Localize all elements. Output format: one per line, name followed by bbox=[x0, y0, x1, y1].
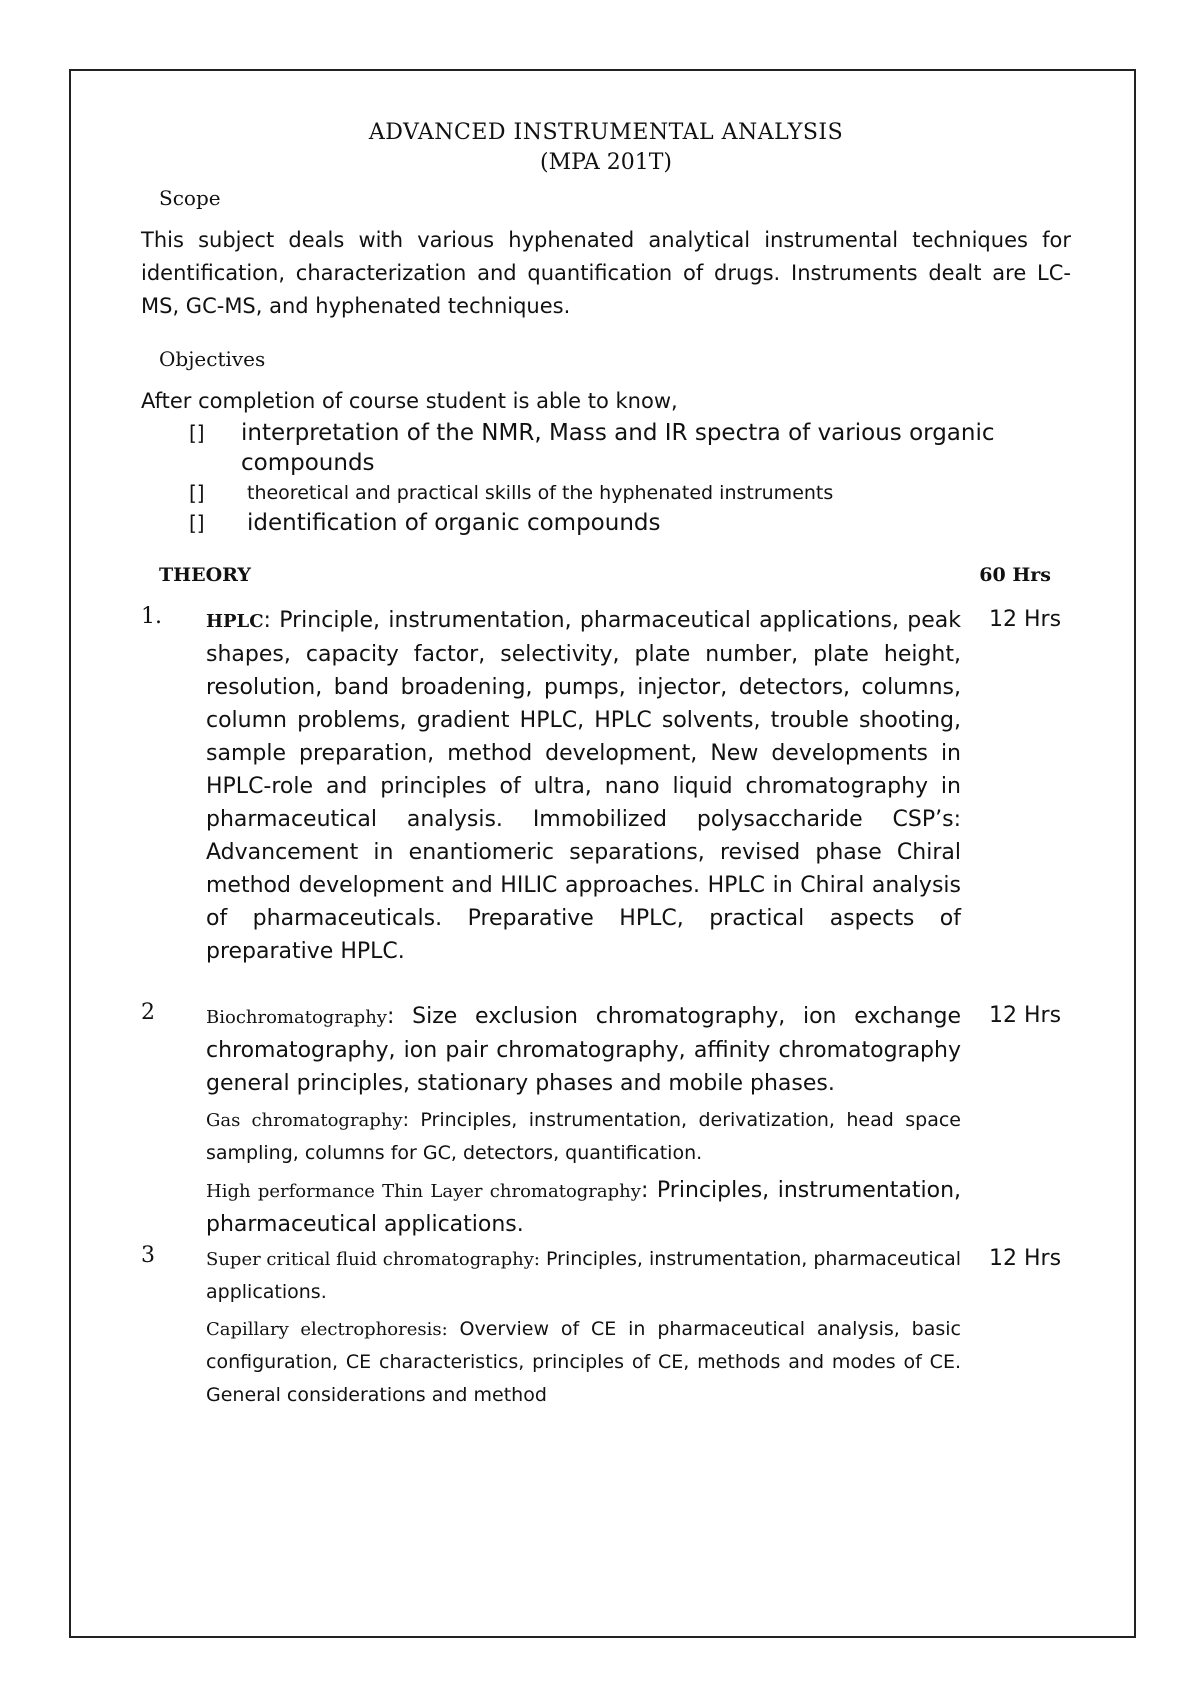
unit-1 bbox=[141, 604, 1071, 968]
topic-text: : Principles, instrumentation, pharmaceutical applications. bbox=[206, 1178, 962, 1237]
topic-text: Overview of CE in pharmaceutical analysis, basic configuration, CE characteristics, principles of CE, methods and modes of CE. General considerations and method bbox=[206, 1318, 961, 1406]
unit-paragraph bbox=[206, 1313, 961, 1412]
course-code: (MPA 201T) bbox=[539, 150, 673, 175]
theory-heading: THEORY bbox=[159, 564, 251, 586]
unit-paragraph bbox=[206, 1000, 961, 1100]
document-body bbox=[141, 118, 1071, 1412]
objective-text: theoretical and practical skills of the hyphenated instruments bbox=[247, 482, 834, 504]
unit-paragraph bbox=[206, 1174, 961, 1241]
list-item bbox=[189, 508, 1071, 538]
document-title: ADVANCED INSTRUMENTAL ANALYSIS bbox=[368, 120, 844, 145]
topic-text: : Principle, instrumentation, pharmaceutical applications, peak shapes, capacity factor, selectivity, plate number, plate height, resolution, band broadening, pumps, injector, detectors, columns, column problems, gradient HPLC, HPLC solvents, trouble shooting, sample preparation, method development, New developments in HPLC-role and principles of ultra, nano liquid chromatography in pharmaceutical analysis. Immobilized polysaccharide CSP’s: Advancement in enantiomeric separations, revised phase Chiral method development and HILIC approaches. HPLC in Chiral analysis of pharmaceuticals. Preparative HPLC, practical aspects of preparative HPLC. bbox=[206, 608, 961, 964]
unit-paragraph bbox=[206, 1243, 961, 1309]
objective-text: interpretation of the NMR, Mass and IR spectra of various organic compounds bbox=[241, 420, 995, 476]
topic-text: : Principles, instrumentation, derivatization, head space sampling, columns for GC, detectors, quantification. bbox=[206, 1109, 961, 1164]
unit-2 bbox=[141, 1000, 1071, 1241]
unit-content bbox=[206, 604, 961, 968]
topic-title: HPLC bbox=[206, 611, 264, 632]
theory-total-hours: 60 Hrs bbox=[979, 564, 1051, 586]
unit-hours: 12 Hrs bbox=[989, 1003, 1062, 1028]
bullet-icon: [] bbox=[189, 421, 205, 445]
list-item bbox=[189, 418, 1071, 478]
topic-title: Gas chromatography bbox=[206, 1110, 403, 1131]
bullet-icon: [] bbox=[189, 481, 205, 505]
scope-heading: Scope bbox=[159, 186, 221, 210]
topic-text: Principles, instrumentation, pharmaceutical applications. bbox=[206, 1248, 961, 1303]
topic-title: Biochromatography bbox=[206, 1007, 387, 1028]
unit-number: 3 bbox=[141, 1243, 155, 1268]
unit-number: 2 bbox=[141, 1000, 155, 1025]
unit-3 bbox=[141, 1243, 1071, 1412]
topic-text: : Size exclusion chromatography, ion exchange chromatography, ion pair chromatography, affinity chromatography general principles, stationary phases and mobile phases. bbox=[206, 1004, 961, 1096]
objective-text: identification of organic compounds bbox=[247, 510, 661, 536]
topic-title: High performance Thin Layer chromatography bbox=[206, 1181, 641, 1202]
topic-title: Capillary electrophoresis: bbox=[206, 1319, 448, 1340]
unit-paragraph bbox=[206, 604, 961, 968]
unit-hours: 12 Hrs bbox=[989, 1246, 1062, 1271]
unit-hours: 12 Hrs bbox=[989, 607, 1062, 632]
unit-content bbox=[206, 1000, 961, 1241]
topic-title: Super critical fluid chromatography: bbox=[206, 1249, 540, 1270]
theory-header bbox=[141, 564, 1071, 586]
objectives-heading: Objectives bbox=[159, 347, 266, 371]
objectives-list bbox=[141, 418, 1071, 538]
bullet-icon: [] bbox=[189, 511, 205, 535]
unit-content bbox=[206, 1243, 961, 1412]
objectives-intro: After completion of course student is able to know, bbox=[141, 389, 678, 413]
scope-text: This subject deals with various hyphenated analytical instrumental techniques for identification, characterization and quantification of drugs. Instruments dealt are LC-MS, GC-MS, and hyphenated techniques. bbox=[141, 228, 1071, 318]
list-item bbox=[189, 478, 1071, 508]
unit-number: 1. bbox=[141, 604, 162, 629]
unit-paragraph bbox=[206, 1104, 961, 1170]
